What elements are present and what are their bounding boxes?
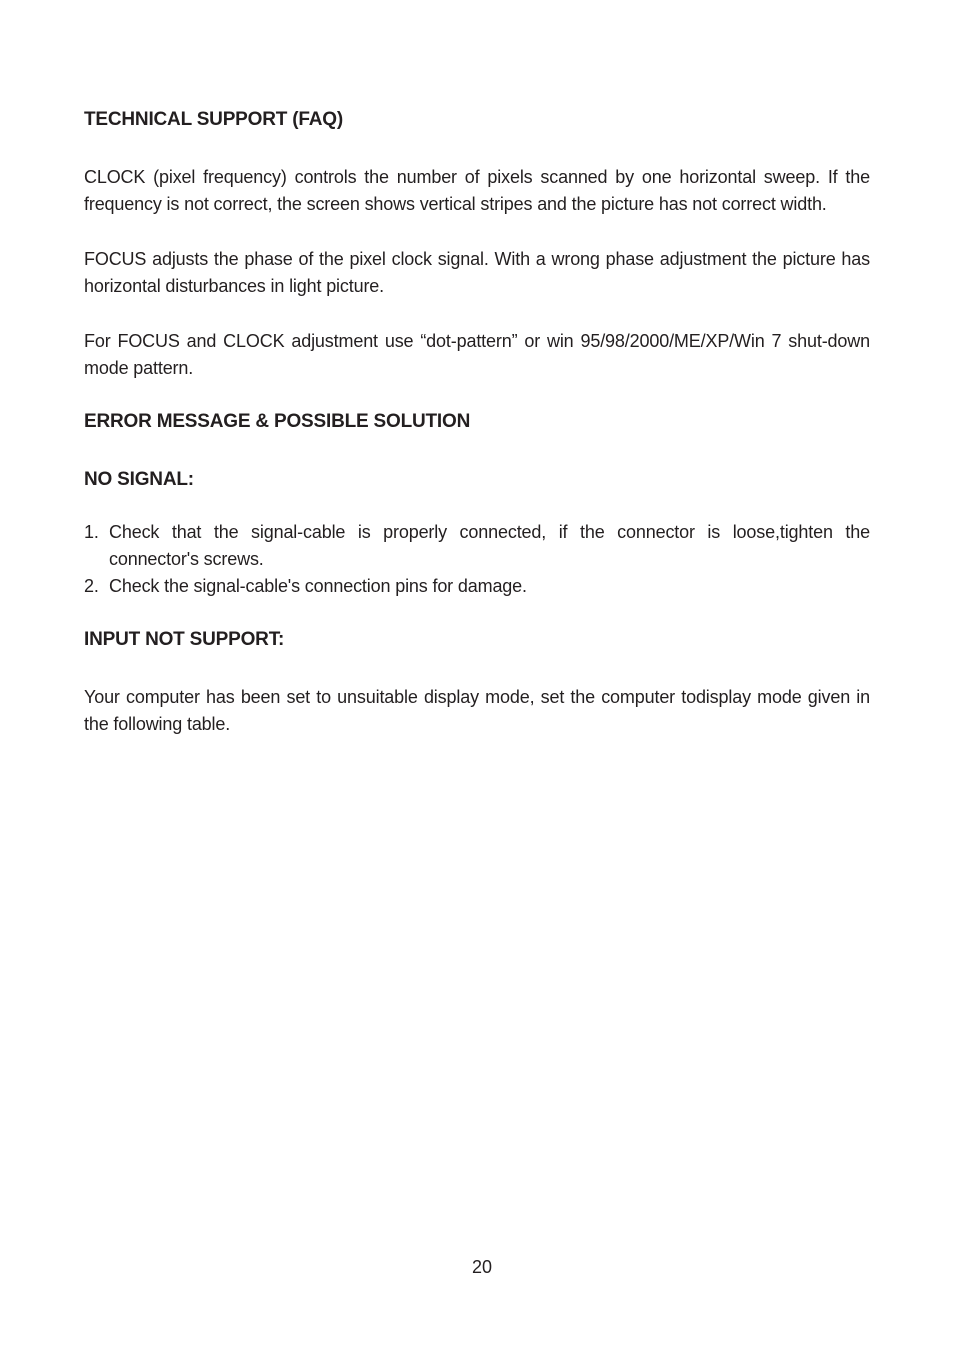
clock-paragraph: CLOCK (pixel frequency) controls the number of pixels scanned by one horizontal sweep. If the frequency is not correct, the screen shows vertical stripes and the picture has not correct width. [84, 167, 870, 214]
input-not-support-heading: INPUT NOT SUPPORT: [84, 629, 285, 650]
input-not-support-paragraph: Your computer has been set to unsuitable display mode, set the computer todisplay mode given in the following table. [84, 687, 870, 734]
focus-paragraph: FOCUS adjusts the phase of the pixel clock signal. With a wrong phase adjustment the picture has horizontal disturbances in light picture. [84, 249, 870, 296]
list-item [84, 573, 870, 600]
list-item-number: 1. [84, 522, 99, 542]
list-item [84, 519, 870, 573]
document-page [84, 106, 870, 738]
error-message-heading: ERROR MESSAGE & POSSIBLE SOLUTION [84, 411, 471, 432]
tech-support-heading: TECHNICAL SUPPORT (FAQ) [84, 109, 343, 130]
adjustment-paragraph: For FOCUS and CLOCK adjustment use “dot-pattern” or win 95/98/2000/ME/XP/Win 7 shut-down mode pattern. [84, 331, 870, 378]
list-item-text: Check that the signal-cable is properly connected, if the connector is loose,tighten the connector's screws. [109, 522, 870, 569]
no-signal-list [84, 519, 870, 600]
list-item-number: 2. [84, 576, 99, 596]
no-signal-heading: NO SIGNAL: [84, 469, 194, 490]
page-number: 20 [471, 1257, 493, 1277]
list-item-text: Check the signal-cable's connection pins for damage. [109, 576, 527, 596]
